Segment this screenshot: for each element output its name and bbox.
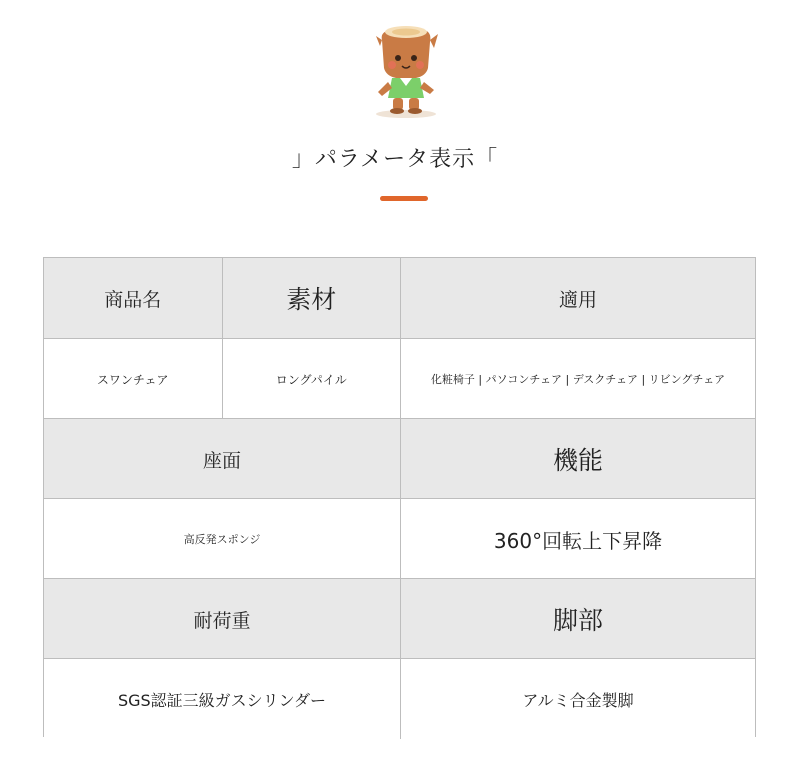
table-row	[44, 418, 755, 499]
application-value: 化粧椅子 | パソコンチェア | デスクチェア | リビングチェア	[400, 339, 755, 419]
function-label: 機能	[400, 419, 755, 499]
product-name-value: スワンチェア	[96, 372, 169, 387]
seat-value: 高反発スポンジ	[183, 533, 261, 546]
product-name-label: 商品名	[104, 288, 162, 311]
section-title: 」パラメータ表示「	[291, 147, 499, 172]
table-row	[44, 498, 755, 579]
load-capacity-label: 耐荷重	[193, 609, 251, 632]
seat-label: 座面	[202, 449, 241, 472]
table-row	[44, 658, 755, 739]
legs-label: 脚部	[400, 579, 755, 659]
table-row	[44, 578, 755, 659]
table-row	[44, 258, 755, 338]
material-label: 素材	[222, 258, 401, 338]
table-row	[44, 338, 755, 419]
material-value: ロングパイル	[222, 339, 401, 419]
function-value: 360°回転上下昇降	[400, 499, 755, 579]
load-capacity-value: SGS認証三級ガスシリンダー	[117, 690, 327, 710]
parameter-table	[43, 257, 756, 737]
legs-value: アルミ合金製脚	[400, 659, 755, 739]
tree-stump-mascot	[368, 20, 444, 120]
title-underline	[380, 196, 428, 201]
application-label: 適用	[400, 258, 755, 338]
